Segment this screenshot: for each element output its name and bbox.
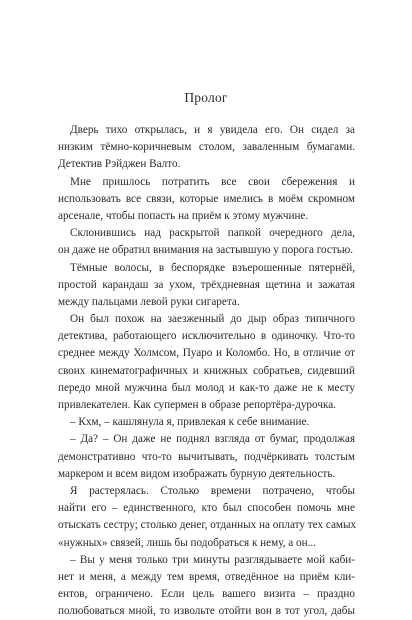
text-line: использовать все связи, которые имелись в моём скромном: [58, 192, 355, 205]
text-line: Я растерялась. Столько времени потрачено, чтобы: [70, 484, 355, 497]
text-line: среднее между Холмсом, Пуаро и Коломбо. Но, в отличие от: [58, 347, 355, 360]
text-line: найти его – единственного, кто был способен помочь мне: [58, 502, 355, 515]
text-line: Мне пришлось потратить все свои сбережения и: [70, 175, 355, 188]
text-line: – Вы у меня только три минуты разглядываете мой каби-: [70, 553, 355, 566]
text-line: передо мной мужчина был молод и как-то даже не к месту: [58, 381, 355, 394]
text-line: детектива, работающего исключительно в одиночку. Что-то: [58, 330, 355, 343]
text-line: – Кхм, – кашлянула я, привлекая к себе внимание.: [70, 416, 310, 429]
text-line: простой карандаш за ухом, трёхдневная щетина и зажатая: [58, 278, 355, 291]
text-line: Склонившись над раскрытой папкой очередного дела,: [70, 227, 355, 240]
text-line: своих кинематографичных и книжных собратьев, сидевший: [58, 364, 355, 377]
text-line: отыскать сестру; столько денег, отданных на оплату тех самых: [58, 519, 357, 532]
text-line: полюбоваться мной, то извольте отойти вон в тот угол, дабы: [58, 605, 355, 618]
chapter-title: Пролог: [184, 90, 228, 105]
text-line: маркером и всем видом изображать бурную деятельность.: [58, 467, 336, 480]
text-line: Он был похож на заезженный до дыр образ типичного: [70, 313, 355, 326]
text-line: Тёмные волосы, в беспорядке взъерошенные пятернёй,: [70, 261, 355, 274]
text-line: нет и меня, а между тем время, отведённое на приём кли-: [58, 570, 355, 583]
text-line: ентов, ограничено. Если цель вашего визита – праздно: [58, 588, 355, 601]
body-text: [58, 122, 355, 620]
text-line: – Да? – Он даже не поднял взгляда от бумаг, продолжая: [70, 433, 355, 446]
text-line: Дверь тихо открылась, и я увидела его. Он сидел за: [70, 124, 355, 136]
text-line: Детектив Рэйджен Валто.: [58, 158, 181, 171]
text-line: привлекателен. Как супермен в образе репортёра-дурочка.: [58, 399, 336, 411]
text-line: арсенале, чтобы попасть на приём к этому мужчине.: [58, 209, 309, 222]
text-line: демонстративно что-то вычитывать, подчёркивать толстым: [58, 450, 355, 463]
text-line: «нужных» связей, лишь бы подобраться к нему, а он...: [58, 536, 317, 549]
text-line: он даже не обратил внимания на застывшую у порога гостью.: [58, 244, 354, 257]
text-line: низким тёмно-коричневым столом, заваленным бумагами.: [58, 141, 355, 154]
text-line: между пальцами левой руки сигарета.: [58, 295, 240, 308]
